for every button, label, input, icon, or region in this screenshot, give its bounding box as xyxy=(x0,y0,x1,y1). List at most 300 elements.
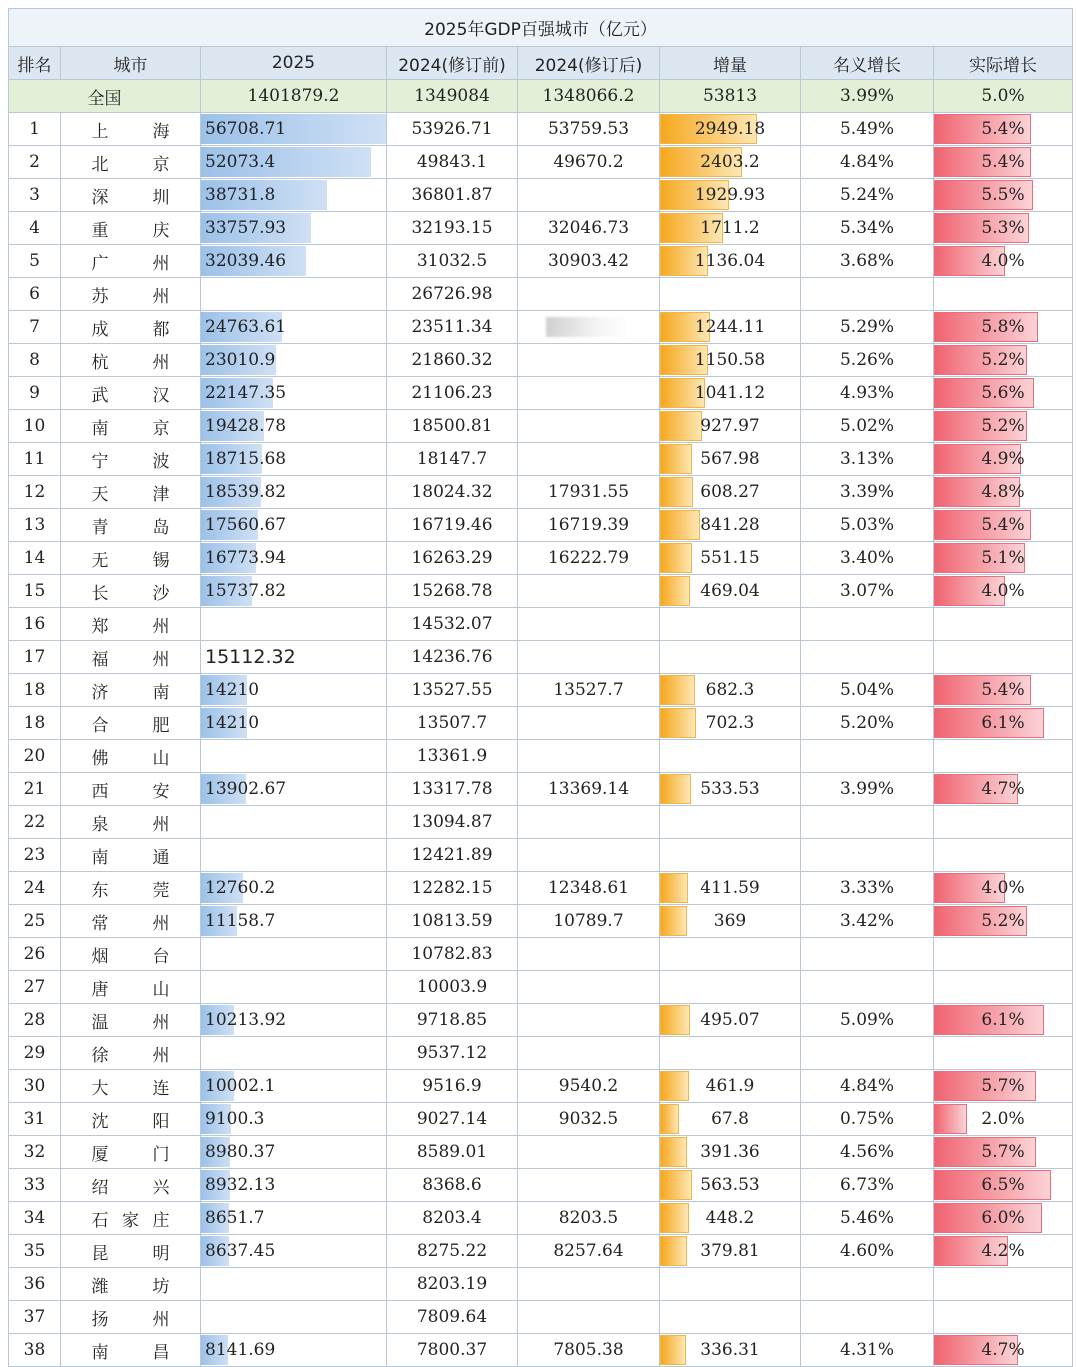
gdp-2025-cell[interactable] xyxy=(201,146,387,179)
gdp-2025-cell[interactable] xyxy=(201,278,387,311)
nominal-growth-cell[interactable] xyxy=(801,938,934,971)
real-growth-cell[interactable] xyxy=(934,476,1073,509)
real-growth-cell[interactable] xyxy=(934,773,1073,806)
gdp-2024-post-cell[interactable] xyxy=(518,212,660,245)
city-cell[interactable] xyxy=(61,806,201,839)
gdp-2024-pre-cell[interactable] xyxy=(387,1334,518,1367)
gdp-2025-cell[interactable] xyxy=(201,245,387,278)
nominal-growth-cell[interactable] xyxy=(801,212,934,245)
gdp-2025-cell[interactable] xyxy=(201,740,387,773)
city-cell[interactable] xyxy=(61,542,201,575)
gdp-2024-post-cell[interactable] xyxy=(518,509,660,542)
increase-cell[interactable] xyxy=(660,971,801,1004)
city-cell[interactable] xyxy=(61,608,201,641)
gdp-2025-cell[interactable] xyxy=(201,1202,387,1235)
city-cell[interactable] xyxy=(61,674,201,707)
real-growth-cell[interactable] xyxy=(934,641,1073,674)
increase-cell[interactable] xyxy=(660,476,801,509)
gdp-2024-post-cell[interactable] xyxy=(518,575,660,608)
gdp-2025-cell[interactable] xyxy=(201,608,387,641)
gdp-2024-pre-cell[interactable] xyxy=(387,740,518,773)
gdp-2024-pre-cell[interactable] xyxy=(387,575,518,608)
gdp-2024-pre-cell[interactable] xyxy=(387,212,518,245)
increase-cell[interactable] xyxy=(660,1136,801,1169)
rank-cell[interactable] xyxy=(9,1103,61,1136)
increase-cell[interactable] xyxy=(660,1202,801,1235)
rank-cell[interactable] xyxy=(9,872,61,905)
increase-cell[interactable] xyxy=(660,1004,801,1037)
real-growth-cell[interactable] xyxy=(934,1103,1073,1136)
gdp-2025-cell[interactable] xyxy=(201,113,387,146)
gdp-2024-post-cell[interactable] xyxy=(518,476,660,509)
gdp-2025-cell[interactable] xyxy=(201,179,387,212)
city-cell[interactable] xyxy=(61,773,201,806)
gdp-2024-pre-cell[interactable] xyxy=(387,179,518,212)
gdp-2024-pre-cell[interactable] xyxy=(387,641,518,674)
city-cell[interactable] xyxy=(61,839,201,872)
gdp-2024-post-cell[interactable] xyxy=(518,1037,660,1070)
city-cell[interactable] xyxy=(61,212,201,245)
gdp-2024-pre-cell[interactable] xyxy=(387,1235,518,1268)
rank-cell[interactable] xyxy=(9,1334,61,1367)
gdp-2025-cell[interactable] xyxy=(201,476,387,509)
increase-cell[interactable] xyxy=(660,707,801,740)
increase-cell[interactable] xyxy=(660,377,801,410)
increase-cell[interactable] xyxy=(660,905,801,938)
rank-cell[interactable] xyxy=(9,575,61,608)
increase-cell[interactable] xyxy=(660,1268,801,1301)
real-growth-cell[interactable] xyxy=(934,410,1073,443)
rank-cell[interactable] xyxy=(9,1202,61,1235)
gdp-2025-cell[interactable] xyxy=(201,641,387,674)
nominal-growth-cell[interactable] xyxy=(801,1037,934,1070)
total-increase[interactable]: 53813 xyxy=(660,80,801,113)
nominal-growth-cell[interactable] xyxy=(801,1169,934,1202)
city-cell[interactable] xyxy=(61,1301,201,1334)
total-nominal-growth[interactable]: 3.99% xyxy=(801,80,934,113)
city-cell[interactable] xyxy=(61,641,201,674)
gdp-2024-pre-cell[interactable] xyxy=(387,509,518,542)
gdp-2024-post-cell[interactable] xyxy=(518,938,660,971)
real-growth-cell[interactable] xyxy=(934,971,1073,1004)
gdp-2024-pre-cell[interactable] xyxy=(387,1103,518,1136)
city-cell[interactable] xyxy=(61,1268,201,1301)
rank-cell[interactable] xyxy=(9,278,61,311)
rank-cell[interactable] xyxy=(9,113,61,146)
city-cell[interactable] xyxy=(61,311,201,344)
real-growth-cell[interactable] xyxy=(934,509,1073,542)
city-cell[interactable] xyxy=(61,1103,201,1136)
col-header-city[interactable]: 城市 xyxy=(61,47,201,80)
gdp-2024-post-cell[interactable] xyxy=(518,872,660,905)
gdp-2024-pre-cell[interactable] xyxy=(387,344,518,377)
gdp-2025-cell[interactable] xyxy=(201,1301,387,1334)
nominal-growth-cell[interactable] xyxy=(801,113,934,146)
gdp-2025-cell[interactable] xyxy=(201,212,387,245)
city-cell[interactable] xyxy=(61,443,201,476)
gdp-2025-cell[interactable] xyxy=(201,1268,387,1301)
city-cell[interactable] xyxy=(61,1202,201,1235)
city-cell[interactable] xyxy=(61,146,201,179)
col-header-increase[interactable]: 增量 xyxy=(660,47,801,80)
rank-cell[interactable] xyxy=(9,740,61,773)
increase-cell[interactable] xyxy=(660,938,801,971)
nominal-growth-cell[interactable] xyxy=(801,608,934,641)
gdp-2024-post-cell[interactable] xyxy=(518,1202,660,1235)
real-growth-cell[interactable] xyxy=(934,212,1073,245)
city-cell[interactable] xyxy=(61,971,201,1004)
city-cell[interactable] xyxy=(61,344,201,377)
gdp-2024-post-cell[interactable] xyxy=(518,641,660,674)
rank-cell[interactable] xyxy=(9,443,61,476)
rank-cell[interactable] xyxy=(9,542,61,575)
real-growth-cell[interactable] xyxy=(934,1169,1073,1202)
nominal-growth-cell[interactable] xyxy=(801,179,934,212)
real-growth-cell[interactable] xyxy=(934,179,1073,212)
gdp-2024-post-cell[interactable] xyxy=(518,740,660,773)
gdp-2024-post-cell[interactable] xyxy=(518,1103,660,1136)
nominal-growth-cell[interactable] xyxy=(801,1334,934,1367)
rank-cell[interactable] xyxy=(9,212,61,245)
real-growth-cell[interactable] xyxy=(934,1202,1073,1235)
nominal-growth-cell[interactable] xyxy=(801,1202,934,1235)
col-header-real-growth[interactable]: 实际增长 xyxy=(934,47,1073,80)
increase-cell[interactable] xyxy=(660,1037,801,1070)
rank-cell[interactable] xyxy=(9,146,61,179)
real-growth-cell[interactable] xyxy=(934,1235,1073,1268)
gdp-2024-pre-cell[interactable] xyxy=(387,146,518,179)
rank-cell[interactable] xyxy=(9,1235,61,1268)
gdp-2025-cell[interactable] xyxy=(201,377,387,410)
increase-cell[interactable] xyxy=(660,839,801,872)
gdp-2025-cell[interactable] xyxy=(201,806,387,839)
gdp-2025-cell[interactable] xyxy=(201,872,387,905)
increase-cell[interactable] xyxy=(660,773,801,806)
real-growth-cell[interactable] xyxy=(934,575,1073,608)
increase-cell[interactable] xyxy=(660,245,801,278)
city-cell[interactable] xyxy=(61,1070,201,1103)
gdp-2025-cell[interactable] xyxy=(201,674,387,707)
increase-cell[interactable] xyxy=(660,509,801,542)
increase-cell[interactable] xyxy=(660,212,801,245)
nominal-growth-cell[interactable] xyxy=(801,476,934,509)
increase-cell[interactable] xyxy=(660,1070,801,1103)
gdp-2024-post-cell[interactable] xyxy=(518,1301,660,1334)
rank-cell[interactable] xyxy=(9,839,61,872)
increase-cell[interactable] xyxy=(660,1103,801,1136)
col-header-2025[interactable]: 2025 xyxy=(201,47,387,80)
city-cell[interactable] xyxy=(61,575,201,608)
nominal-growth-cell[interactable] xyxy=(801,1070,934,1103)
increase-cell[interactable] xyxy=(660,674,801,707)
gdp-2024-pre-cell[interactable] xyxy=(387,410,518,443)
nominal-growth-cell[interactable] xyxy=(801,773,934,806)
increase-cell[interactable] xyxy=(660,1334,801,1367)
rank-cell[interactable] xyxy=(9,344,61,377)
gdp-2024-pre-cell[interactable] xyxy=(387,872,518,905)
nominal-growth-cell[interactable] xyxy=(801,1268,934,1301)
gdp-2024-pre-cell[interactable] xyxy=(387,773,518,806)
real-growth-cell[interactable] xyxy=(934,1334,1073,1367)
nominal-growth-cell[interactable] xyxy=(801,740,934,773)
increase-cell[interactable] xyxy=(660,146,801,179)
gdp-2024-post-cell[interactable] xyxy=(518,1235,660,1268)
real-growth-cell[interactable] xyxy=(934,311,1073,344)
rank-cell[interactable] xyxy=(9,938,61,971)
gdp-2024-pre-cell[interactable] xyxy=(387,278,518,311)
city-cell[interactable] xyxy=(61,1004,201,1037)
gdp-2024-post-cell[interactable] xyxy=(518,773,660,806)
gdp-2024-pre-cell[interactable] xyxy=(387,1268,518,1301)
gdp-2025-cell[interactable] xyxy=(201,1235,387,1268)
city-cell[interactable] xyxy=(61,1235,201,1268)
gdp-2024-pre-cell[interactable] xyxy=(387,476,518,509)
city-cell[interactable] xyxy=(61,377,201,410)
nominal-growth-cell[interactable] xyxy=(801,443,934,476)
nominal-growth-cell[interactable] xyxy=(801,1301,934,1334)
city-cell[interactable] xyxy=(61,740,201,773)
gdp-2024-post-cell[interactable] xyxy=(518,113,660,146)
nominal-growth-cell[interactable] xyxy=(801,410,934,443)
gdp-2025-cell[interactable] xyxy=(201,1103,387,1136)
gdp-2024-post-cell[interactable] xyxy=(518,971,660,1004)
gdp-2025-cell[interactable] xyxy=(201,1334,387,1367)
increase-cell[interactable] xyxy=(660,410,801,443)
total-2025[interactable]: 1401879.2 xyxy=(201,80,387,113)
city-cell[interactable] xyxy=(61,509,201,542)
city-cell[interactable] xyxy=(61,938,201,971)
rank-cell[interactable] xyxy=(9,608,61,641)
increase-cell[interactable] xyxy=(660,1169,801,1202)
rank-cell[interactable] xyxy=(9,245,61,278)
gdp-2024-pre-cell[interactable] xyxy=(387,311,518,344)
nominal-growth-cell[interactable] xyxy=(801,707,934,740)
total-2024-post[interactable]: 1348066.2 xyxy=(518,80,660,113)
nominal-growth-cell[interactable] xyxy=(801,509,934,542)
gdp-2024-post-cell[interactable] xyxy=(518,245,660,278)
gdp-2024-pre-cell[interactable] xyxy=(387,1169,518,1202)
increase-cell[interactable] xyxy=(660,344,801,377)
gdp-2025-cell[interactable] xyxy=(201,1169,387,1202)
gdp-2024-post-cell[interactable] xyxy=(518,1334,660,1367)
increase-cell[interactable] xyxy=(660,311,801,344)
increase-cell[interactable] xyxy=(660,740,801,773)
city-cell[interactable] xyxy=(61,278,201,311)
gdp-2024-pre-cell[interactable] xyxy=(387,1301,518,1334)
gdp-2024-pre-cell[interactable] xyxy=(387,1004,518,1037)
gdp-2024-post-cell[interactable] xyxy=(518,311,660,344)
nominal-growth-cell[interactable] xyxy=(801,1235,934,1268)
gdp-2025-cell[interactable] xyxy=(201,938,387,971)
nominal-growth-cell[interactable] xyxy=(801,872,934,905)
rank-cell[interactable] xyxy=(9,971,61,1004)
gdp-2024-pre-cell[interactable] xyxy=(387,377,518,410)
nominal-growth-cell[interactable] xyxy=(801,542,934,575)
nominal-growth-cell[interactable] xyxy=(801,1004,934,1037)
gdp-2024-post-cell[interactable] xyxy=(518,410,660,443)
rank-cell[interactable] xyxy=(9,1268,61,1301)
city-cell[interactable] xyxy=(61,1169,201,1202)
gdp-2024-pre-cell[interactable] xyxy=(387,806,518,839)
city-cell[interactable] xyxy=(61,476,201,509)
nominal-growth-cell[interactable] xyxy=(801,245,934,278)
increase-cell[interactable] xyxy=(660,641,801,674)
nominal-growth-cell[interactable] xyxy=(801,971,934,1004)
increase-cell[interactable] xyxy=(660,608,801,641)
gdp-2024-post-cell[interactable] xyxy=(518,1070,660,1103)
rank-cell[interactable] xyxy=(9,311,61,344)
nominal-growth-cell[interactable] xyxy=(801,806,934,839)
real-growth-cell[interactable] xyxy=(934,1301,1073,1334)
gdp-2025-cell[interactable] xyxy=(201,542,387,575)
real-growth-cell[interactable] xyxy=(934,113,1073,146)
real-growth-cell[interactable] xyxy=(934,707,1073,740)
nominal-growth-cell[interactable] xyxy=(801,1103,934,1136)
gdp-2024-pre-cell[interactable] xyxy=(387,608,518,641)
real-growth-cell[interactable] xyxy=(934,938,1073,971)
increase-cell[interactable] xyxy=(660,806,801,839)
nominal-growth-cell[interactable] xyxy=(801,641,934,674)
real-growth-cell[interactable] xyxy=(934,1037,1073,1070)
gdp-2024-post-cell[interactable] xyxy=(518,806,660,839)
city-cell[interactable] xyxy=(61,905,201,938)
city-cell[interactable] xyxy=(61,872,201,905)
real-growth-cell[interactable] xyxy=(934,839,1073,872)
gdp-2025-cell[interactable] xyxy=(201,1037,387,1070)
gdp-2024-post-cell[interactable] xyxy=(518,905,660,938)
gdp-2024-pre-cell[interactable] xyxy=(387,971,518,1004)
col-header-2024-pre[interactable]: 2024(修订前) xyxy=(387,47,518,80)
gdp-2024-post-cell[interactable] xyxy=(518,839,660,872)
city-cell[interactable] xyxy=(61,179,201,212)
rank-cell[interactable] xyxy=(9,179,61,212)
gdp-2024-post-cell[interactable] xyxy=(518,542,660,575)
nominal-growth-cell[interactable] xyxy=(801,278,934,311)
nominal-growth-cell[interactable] xyxy=(801,905,934,938)
gdp-2024-pre-cell[interactable] xyxy=(387,674,518,707)
rank-cell[interactable] xyxy=(9,1004,61,1037)
nominal-growth-cell[interactable] xyxy=(801,146,934,179)
rank-cell[interactable] xyxy=(9,674,61,707)
rank-cell[interactable] xyxy=(9,707,61,740)
rank-cell[interactable] xyxy=(9,476,61,509)
rank-cell[interactable] xyxy=(9,1037,61,1070)
city-cell[interactable] xyxy=(61,410,201,443)
rank-cell[interactable] xyxy=(9,773,61,806)
nominal-growth-cell[interactable] xyxy=(801,674,934,707)
increase-cell[interactable] xyxy=(660,1301,801,1334)
real-growth-cell[interactable] xyxy=(934,278,1073,311)
gdp-2025-cell[interactable] xyxy=(201,971,387,1004)
rank-cell[interactable] xyxy=(9,410,61,443)
increase-cell[interactable] xyxy=(660,1235,801,1268)
col-header-2024-post[interactable]: 2024(修订后) xyxy=(518,47,660,80)
rank-cell[interactable] xyxy=(9,905,61,938)
gdp-2025-cell[interactable] xyxy=(201,344,387,377)
rank-cell[interactable] xyxy=(9,377,61,410)
real-growth-cell[interactable] xyxy=(934,146,1073,179)
real-growth-cell[interactable] xyxy=(934,344,1073,377)
nominal-growth-cell[interactable] xyxy=(801,839,934,872)
col-header-nominal-growth[interactable]: 名义增长 xyxy=(801,47,934,80)
gdp-2024-pre-cell[interactable] xyxy=(387,443,518,476)
gdp-2025-cell[interactable] xyxy=(201,410,387,443)
rank-cell[interactable] xyxy=(9,806,61,839)
gdp-2024-pre-cell[interactable] xyxy=(387,839,518,872)
gdp-2024-pre-cell[interactable] xyxy=(387,1136,518,1169)
increase-cell[interactable] xyxy=(660,872,801,905)
city-cell[interactable] xyxy=(61,1136,201,1169)
real-growth-cell[interactable] xyxy=(934,1268,1073,1301)
gdp-2024-pre-cell[interactable] xyxy=(387,938,518,971)
gdp-2025-cell[interactable] xyxy=(201,839,387,872)
rank-cell[interactable] xyxy=(9,1169,61,1202)
gdp-2025-cell[interactable] xyxy=(201,707,387,740)
gdp-2024-post-cell[interactable] xyxy=(518,674,660,707)
real-growth-cell[interactable] xyxy=(934,674,1073,707)
real-growth-cell[interactable] xyxy=(934,1136,1073,1169)
real-growth-cell[interactable] xyxy=(934,377,1073,410)
gdp-2025-cell[interactable] xyxy=(201,773,387,806)
real-growth-cell[interactable] xyxy=(934,1004,1073,1037)
increase-cell[interactable] xyxy=(660,542,801,575)
real-growth-cell[interactable] xyxy=(934,245,1073,278)
increase-cell[interactable] xyxy=(660,113,801,146)
gdp-2024-post-cell[interactable] xyxy=(518,344,660,377)
increase-cell[interactable] xyxy=(660,443,801,476)
real-growth-cell[interactable] xyxy=(934,443,1073,476)
rank-cell[interactable] xyxy=(9,509,61,542)
gdp-2025-cell[interactable] xyxy=(201,1004,387,1037)
gdp-2024-pre-cell[interactable] xyxy=(387,1037,518,1070)
rank-cell[interactable] xyxy=(9,1301,61,1334)
gdp-2025-cell[interactable] xyxy=(201,905,387,938)
total-2024-pre[interactable]: 1349084 xyxy=(387,80,518,113)
gdp-2025-cell[interactable] xyxy=(201,509,387,542)
increase-cell[interactable] xyxy=(660,575,801,608)
real-growth-cell[interactable] xyxy=(934,806,1073,839)
increase-cell[interactable] xyxy=(660,278,801,311)
nominal-growth-cell[interactable] xyxy=(801,377,934,410)
gdp-2024-post-cell[interactable] xyxy=(518,707,660,740)
gdp-2025-cell[interactable] xyxy=(201,1070,387,1103)
gdp-2024-pre-cell[interactable] xyxy=(387,542,518,575)
gdp-2024-pre-cell[interactable] xyxy=(387,245,518,278)
city-cell[interactable] xyxy=(61,113,201,146)
real-growth-cell[interactable] xyxy=(934,740,1073,773)
gdp-2024-post-cell[interactable] xyxy=(518,1004,660,1037)
total-real-growth[interactable]: 5.0% xyxy=(934,80,1073,113)
total-label[interactable]: 全国 xyxy=(9,80,201,113)
increase-cell[interactable] xyxy=(660,179,801,212)
nominal-growth-cell[interactable] xyxy=(801,344,934,377)
col-header-rank[interactable]: 排名 xyxy=(9,47,61,80)
city-cell[interactable] xyxy=(61,245,201,278)
real-growth-cell[interactable] xyxy=(934,872,1073,905)
gdp-2024-pre-cell[interactable] xyxy=(387,707,518,740)
city-cell[interactable] xyxy=(61,707,201,740)
gdp-2024-post-cell[interactable] xyxy=(518,278,660,311)
gdp-2024-pre-cell[interactable] xyxy=(387,1070,518,1103)
gdp-2024-pre-cell[interactable] xyxy=(387,905,518,938)
gdp-2024-pre-cell[interactable] xyxy=(387,113,518,146)
gdp-2024-post-cell[interactable] xyxy=(518,1268,660,1301)
real-growth-cell[interactable] xyxy=(934,905,1073,938)
rank-cell[interactable] xyxy=(9,1136,61,1169)
city-cell[interactable] xyxy=(61,1334,201,1367)
gdp-2024-post-cell[interactable] xyxy=(518,608,660,641)
rank-cell[interactable] xyxy=(9,1070,61,1103)
